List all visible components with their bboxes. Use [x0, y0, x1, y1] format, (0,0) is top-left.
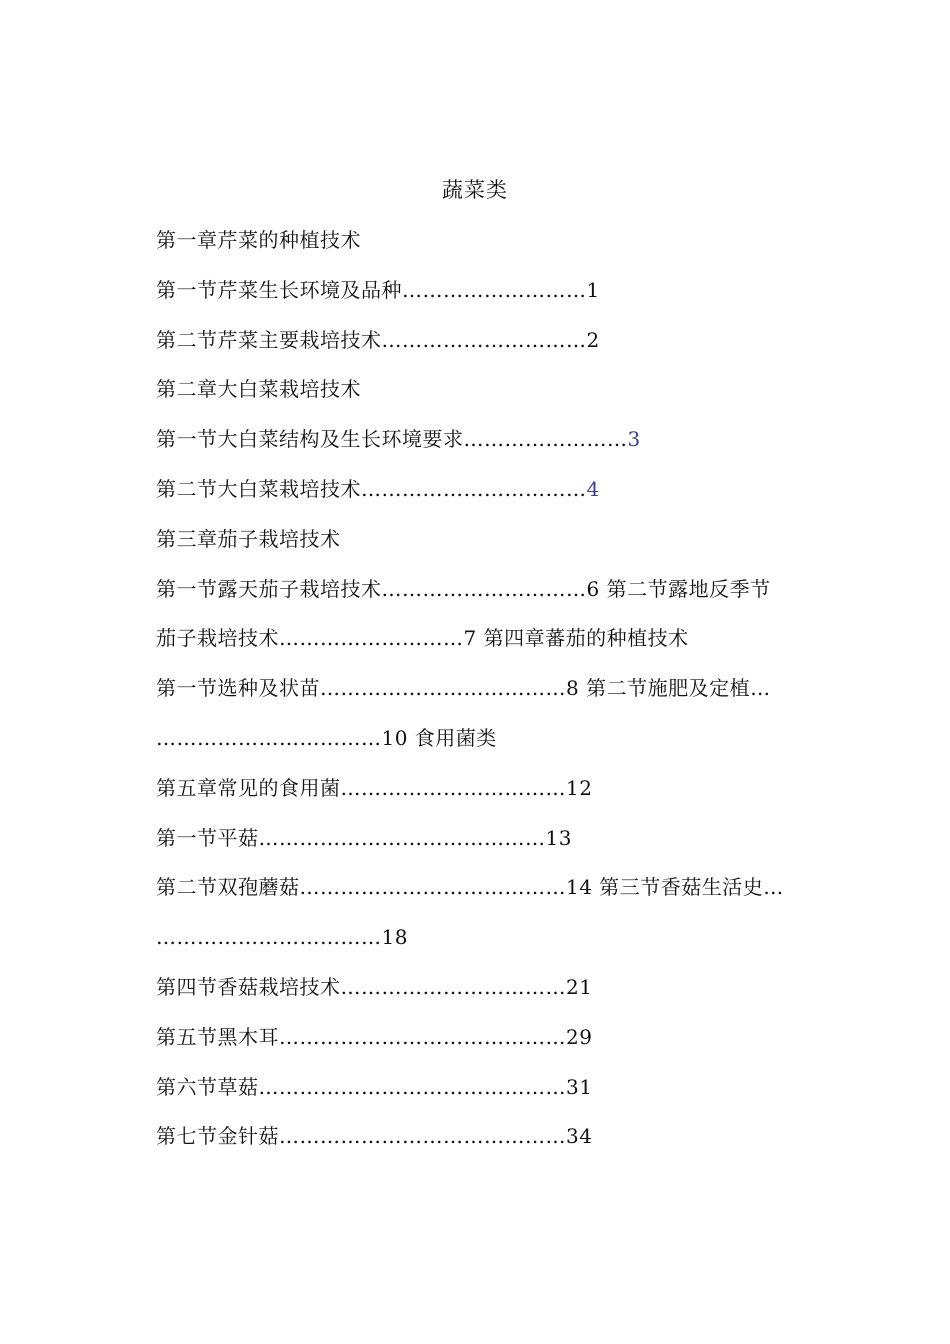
toc-entry-4-2: ……………………………10 食用菌类 — [156, 725, 497, 750]
toc-entry-2-1 — [156, 423, 846, 473]
toc-entry-5-4: 第四节香菇栽培技术……………………………21 — [156, 974, 593, 999]
toc-chapter-3: 第三章茄子栽培技术 — [156, 526, 341, 551]
toc-chapter-5: 第五章常见的食用菌……………………………12 — [156, 775, 593, 800]
toc-entry-3-2: 茄子栽培技术………………………7 第四章蕃茄的种植技术 — [156, 626, 689, 651]
toc-chapter-1: 第一章芹菜的种植技术 — [156, 228, 361, 252]
page-title: 蔬菜类 — [442, 178, 508, 202]
toc-entry-text: 第一节大白菜结构及生长环境要求…………………… — [156, 427, 628, 452]
toc-entry-5-3: ……………………………18 — [156, 925, 408, 950]
toc-entry-4-1: 第一节选种及状苗………………………………8 第二节施肥及定植… — [156, 676, 771, 701]
page-number-link[interactable]: 4 — [586, 476, 600, 501]
toc-entry-5-1: 第一节平菇……………………………………13 — [156, 825, 572, 850]
page-number-link[interactable]: 3 — [627, 427, 641, 452]
toc-entry-5-5: 第五节黑木耳……………………………………29 — [156, 1024, 593, 1049]
toc-entry-5-7: 第七节金针菇……………………………………34 — [156, 1124, 593, 1149]
toc-entry-1-2: 第二节芹菜主要栽培技术…………………………2 — [156, 327, 600, 352]
toc-chapter-2: 第二章大白菜栽培技术 — [156, 377, 361, 402]
toc-entry-text: 第二节大白菜栽培技术…………………………… — [156, 476, 587, 501]
toc-entry-5-6: 第六节草菇………………………………………31 — [156, 1074, 593, 1099]
toc-entry-5-2: 第二节双孢蘑菇…………………………………14 第三节香菇生活史… — [156, 875, 784, 900]
toc-entry-3-1: 第一节露天茄子栽培技术…………………………6 第二节露地反季节 — [156, 576, 771, 601]
toc-entry-2-2 — [156, 473, 846, 523]
table-of-contents — [156, 224, 846, 1170]
toc-entry-1-1: 第一节芹菜生长环境及品种………………………1 — [156, 277, 600, 302]
